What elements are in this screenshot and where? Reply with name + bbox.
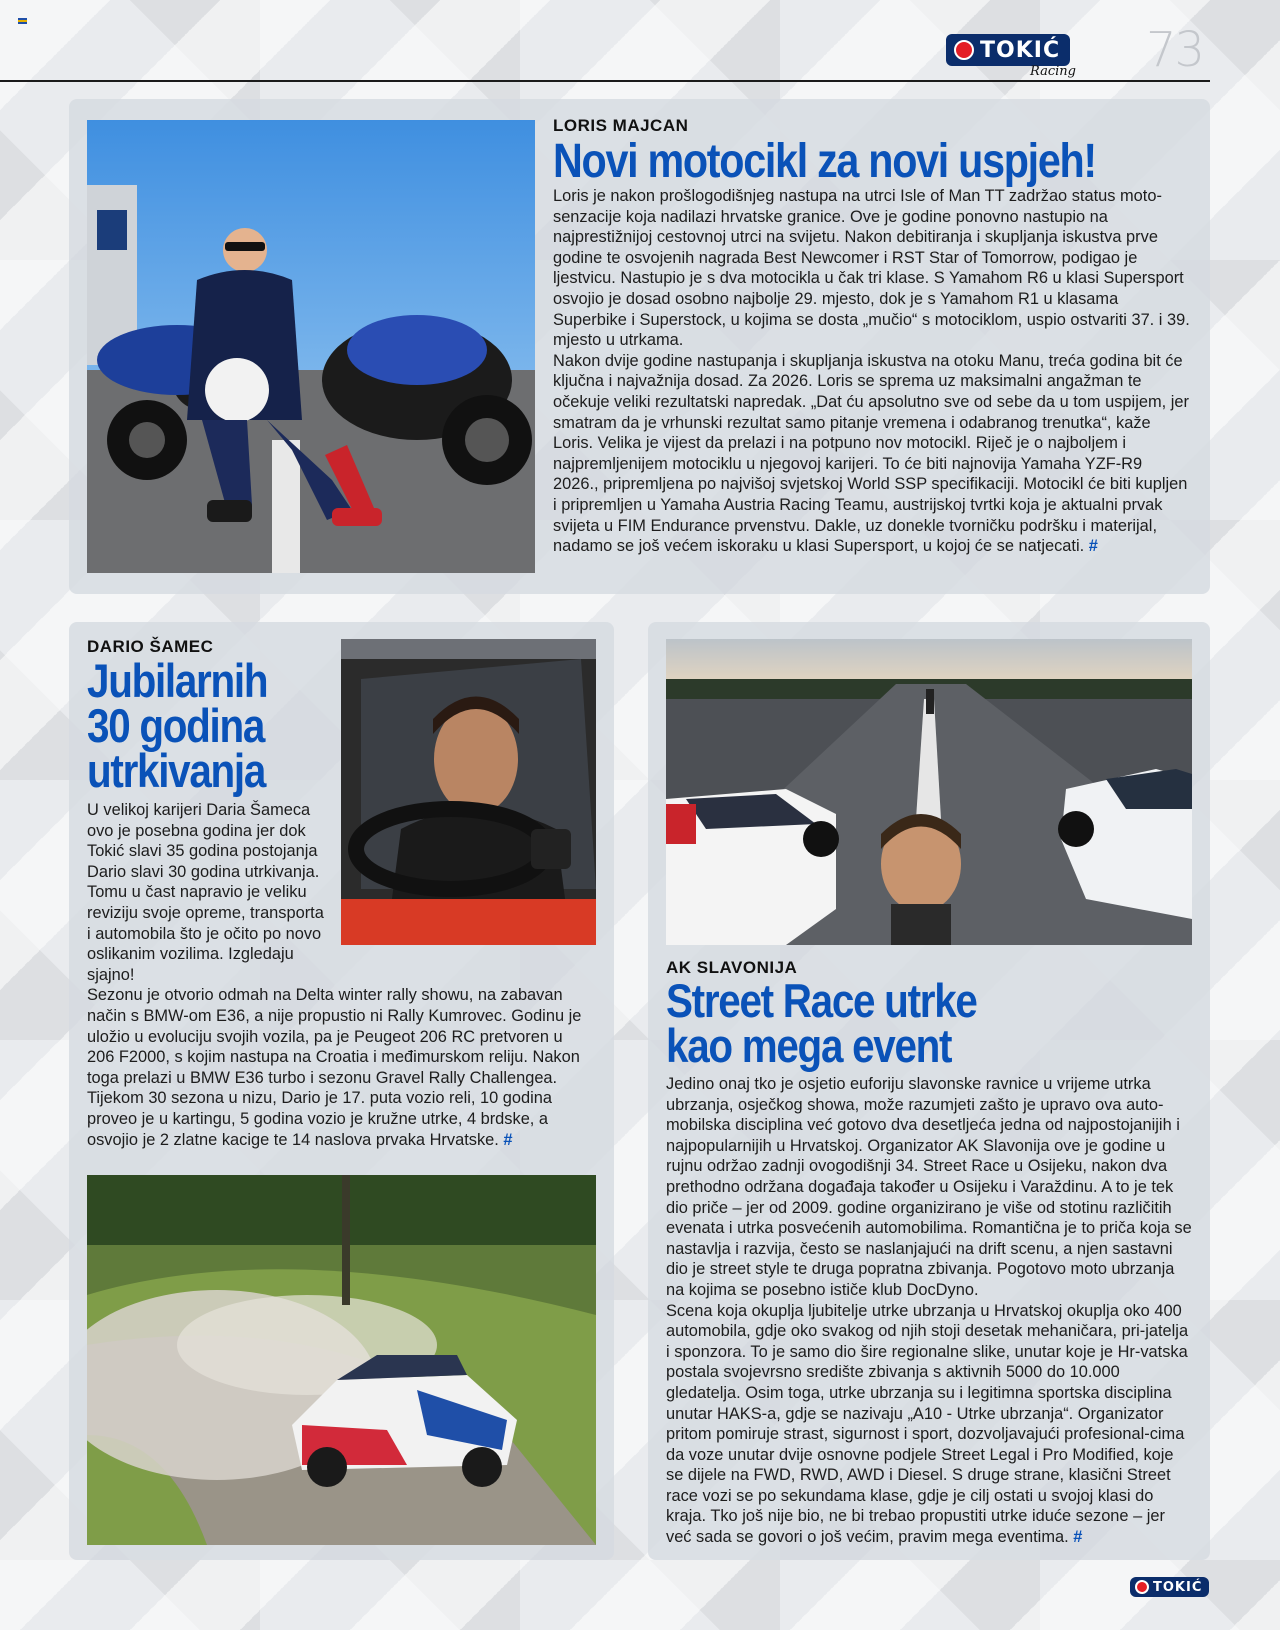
article-body: [666, 1074, 1192, 1548]
article-dario-samec: [69, 622, 614, 1560]
photo-rally-car-gravel: [87, 1175, 596, 1545]
brand-logo: TOKIĆ: [948, 36, 1068, 64]
article-paragraph: Loris je nakon prošlogodišnjeg nastupa na utrci Isle of Man TT zadržao status moto-senzacije koja nadilazi hrvatske granice. Ove je godine ponovno nastupio na najprestižnijoj cestovnoj utrci na svijetu. Nakon debitiranja i skupljanja iskustva prve godine te osvojenih nagrada Best Newcomer i RST Star of Tomorrow, podigao je ljestvicu. Nastupio je s dva motocikla u čak tri klase. S Yamahom R6 u klasi Supersport osvojio je dosad osobno najbolje 29. mjesto, dok je s Yamahom R1 u klasama Superbike i Superstock, u kojima se dosta „mučio“ s motociklom, uspio ostvariti 37. i 39. mjesto u utrkama.: [553, 187, 1190, 350]
page-number: 73: [1146, 22, 1204, 78]
end-mark-icon: #: [503, 1130, 513, 1149]
article-paragraph: U velikoj karijeri Daria Šameca ovo je posebna godina jer dok Tokić slavi 35 godina postojanja Dario slavi 30 godina utrkivanja. Tomu u čast napravio je veliku reviziju svoje opreme, transporta i automobila što je očito po novo oslikanim vozilima. Izgledaju sjajno!: [87, 801, 324, 984]
article-paragraph: Jedino onaj tko je osjetio euforiju slavonske ravnice u vrijeme utrka ubrzanja, osječkog showa, može razumjeti zašto je upravo ova auto-mobilska disciplina već gotovo dva desetljeća jedna od najpostojanijih i najpopularnijih u Hrvatskoj. Organizator AK Slavonija ove je godine u rujnu održao zadnji ovogodišnji 34. Street Race u Osijeku, nakon dva prethodno održana događaja također u Osijeku i Varaždinu. A to je tek dio priče – jer od 2009. godine organizirano je više od stotinu različitih evenata i utrka posvećenih automobilima. Romantična je to priča koja se nastavlja i razvija, često se naslanjajući na drift scenu, a njen sastavni dio je street style te druga popratna zbivanja. Pogotovo moto ubrzanja na kojima se posebno ističe klub DocDyno.: [666, 1075, 1192, 1299]
article-kicker: LORIS MAJCAN: [553, 116, 689, 135]
brand-dot-icon: [954, 40, 974, 60]
photo-street-race-start: [666, 639, 1192, 945]
article-body: [87, 800, 587, 1150]
article-headline: Novi motocikl za novi uspjeh!: [553, 135, 1096, 188]
article-headline: Jubilarnih 30 godina utrkivanja: [87, 654, 268, 797]
article-paragraph: Nakon dvije godine nastupanja i skupljanja iskustva na otoku Manu, treća godina bit će ključna i najvažnija dosad. Za 2026. Loris se sprema uz maksimalni angažman te očekuje veliki rezultatski napredak. „Dat ću apsolutno sve od sebe da u tom uspijem, jer smatram da je vrhunski rezultat samo pitanje vremena i odabranog trenutka“, kaže Loris. Velika je vijest da prelazi i na potpuno nov motocikl. Riječ je o najboljem i najpremljenijem motociklu u njegovoj karijeri. To će biti najnovija Yamaha YZF-R9 2026., pripremljena po najvišoj svjetskoj World SSP specifikaciji. Motocikl će biti kupljen i pripremljen u Yamaha Austria Racing Teamu, austrijskoj tvrtki koja je aktualni prvak svijeta u FIM Endurance prvenstvu. Dakle, uz donekle tvorničku podršku i materijal, nadamo se još većem iskoraku u klasi Supersport, u kojoj će se natjecati. #: [553, 351, 1189, 556]
end-mark-icon: #: [1088, 537, 1098, 556]
article-loris-majcan: [69, 99, 1210, 594]
article-paragraph: Sezonu je otvorio odmah na Delta winter rally showu, na zabavan način s BMW-om E36, a nije propustio ni Rally Kumrovec. Godinu je uložio u evoluciju svojih vozila, pa je Peugeot 206 RC pretvoren u 206 F2000, s kojim nastupa na Croatia i međimurskom reliju. Nakon toga prelazi u BMW E36 turbo i sezonu Gravel Rally Challengea. Tijekom 30 sezona u nizu, Dario je 17. puta vozio reli, 10 godina proveo je u kartingu, 5 godina vozio je kružne utrke, 4 brdske, a osvojio je 2 zlatne kacige te 14 naslova prvaka Hrvatske. #: [87, 986, 582, 1149]
brand-tagline: Racing: [1030, 64, 1076, 79]
article-body: [553, 186, 1191, 557]
header-rule: [0, 80, 1210, 82]
footer-brand-logo: TOKIĆ: [1132, 1579, 1207, 1595]
article-kicker: AK SLAVONIJA: [666, 958, 798, 977]
article-kicker: DARIO ŠAMEC: [87, 637, 214, 656]
brand-dot-icon: [1135, 1580, 1149, 1594]
photo-rider-with-motorcycles: [87, 120, 535, 573]
corner-flag-mark: [18, 18, 27, 24]
article-paragraph: Scena koja okuplja ljubitelje utrke ubrzanja u Hrvatskoj okuplja oko 400 automobila, gdje oko svakog od njih stoji desetak mehaničara, pri-jatelja i sponzora. To je samo dio šire regionalne slike, unutar koje je Hr-vatska postala svojevrsno središte zbivanja s aktivnih 5000 do 10.000 gledatelja. Osim toga, utrke ubrzanja su i legitimna sportska disciplina unutar HAKS-a, gdje se nazivaju „A10 - Utrke ubrzanja“. Organizator pritom pomiruje strast, sigurnost i sport, dozvoljavajući profesional-cima da voze unutar dvije osnovne podjele Street Legal i Pro Modified, koje se dijele na FWD, RWD, AWD i Diesel. S druge strane, klasični Street race vozi se po sekundama klase, gdje je cilj ostati u svojoj klasi do kraja. Tko još nije bio, ne bi trebao propustiti utrke iduće sezone – jer već sada se govori o još većim, pravim mega eventima. #: [666, 1301, 1189, 1547]
end-mark-icon: #: [1073, 1528, 1083, 1547]
article-headline: Street Race utrke kao mega event: [666, 974, 977, 1072]
article-ak-slavonija: [648, 622, 1210, 1560]
